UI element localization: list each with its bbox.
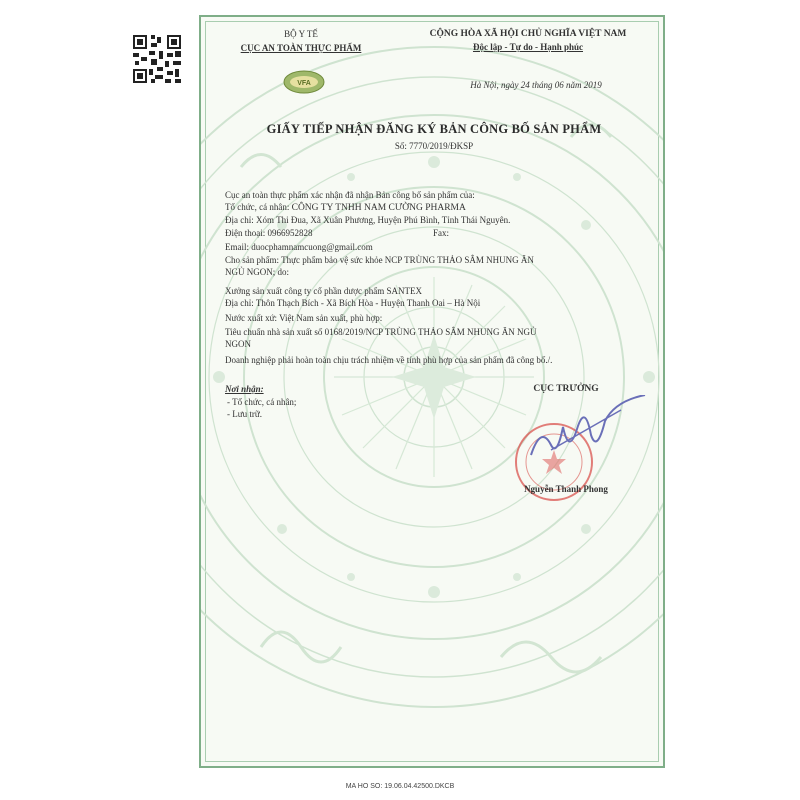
intro-text: Cục an toàn thực phẩm xác nhận đã nhận Bản công bố sản phẩm của: [225,190,475,200]
document-title: GIẤY TIẾP NHẬN ĐĂNG KÝ BẢN CÔNG BỐ SẢN PHẨM [266,122,602,136]
product-line-1: Cho sản phẩm: Thực phẩm bảo vệ sức khỏe NCP TRÙNG THẢO SÂM NHUNG ĂN [225,255,534,265]
record-code: MA HO SO: 19.06.04.42500.DKCB [345,783,455,790]
document-number: Số: 7770/2019/ĐKSP [394,141,474,151]
organization-phone: Điện thoại: 0966952828 [225,228,313,238]
product-line-2: NGỦ NGON; do: [225,267,289,277]
manufacturer-address: Địa chỉ: Thôn Thạch Bích - Xã Bích Hòa - Huyện Thanh Oai – Hà Nội [225,298,481,308]
organization-row [225,202,466,214]
recipients-label: Nơi nhận: [225,384,264,394]
certificate-document [199,15,665,768]
organization-email: Email: duocphamnamcuong@gmail.com [225,242,373,252]
recipient-item: - Lưu trữ. [227,409,262,419]
organization-address: Địa chỉ: Xóm Thi Đua, Xã Xuân Phương, Huyện Phú Bình, Tỉnh Thái Nguyên. [225,215,511,225]
agency-name: CỤC AN TOÀN THỰC PHẨM [240,43,362,53]
agency-logo [282,67,326,97]
recipient-item: - Tổ chức, cá nhân; [227,397,297,407]
origin-text: Nước xuất xứ: Việt Nam sản xuất, phù hợp: [225,313,383,323]
qr-code [131,33,183,85]
organization-fax: Fax: [433,228,450,238]
standard-line-1: Tiêu chuẩn nhà sản xuất số 0168/2019/NCP TRÙNG THẢO SÂM NHUNG ĂN NGỦ [225,327,537,337]
signer-name: Nguyễn Thanh Phong [524,484,608,494]
organization-label: Tổ chức, cá nhân: [225,202,290,212]
place-and-date: Hà Nội, ngày 24 tháng 06 năm 2019 [470,80,602,90]
organization-value: CÔNG TY TNHH NAM CƯỜNG PHARMA [291,203,466,213]
manufacturer-name: Xưởng sản xuất công ty cổ phần dược phẩm SANTEX [225,286,422,296]
handwritten-signature [521,395,661,475]
country-name: CỘNG HÒA XÃ HỘI CHỦ NGHĨA VIỆT NAM [429,29,627,39]
ministry-name: BỘ Y TẾ [284,29,318,39]
qr-code-graphic [131,33,183,85]
signer-role: CỤC TRƯỞNG [533,384,599,394]
svg-text:VFA: VFA [297,80,311,87]
responsibility-statement: Doanh nghiệp phải hoàn toàn chịu trách nhiệm về tính phù hợp của sản phẩm đã công bố./. [225,355,553,365]
standard-line-2: NGON [225,339,251,349]
national-motto: Độc lập - Tự do - Hạnh phúc [472,42,583,52]
